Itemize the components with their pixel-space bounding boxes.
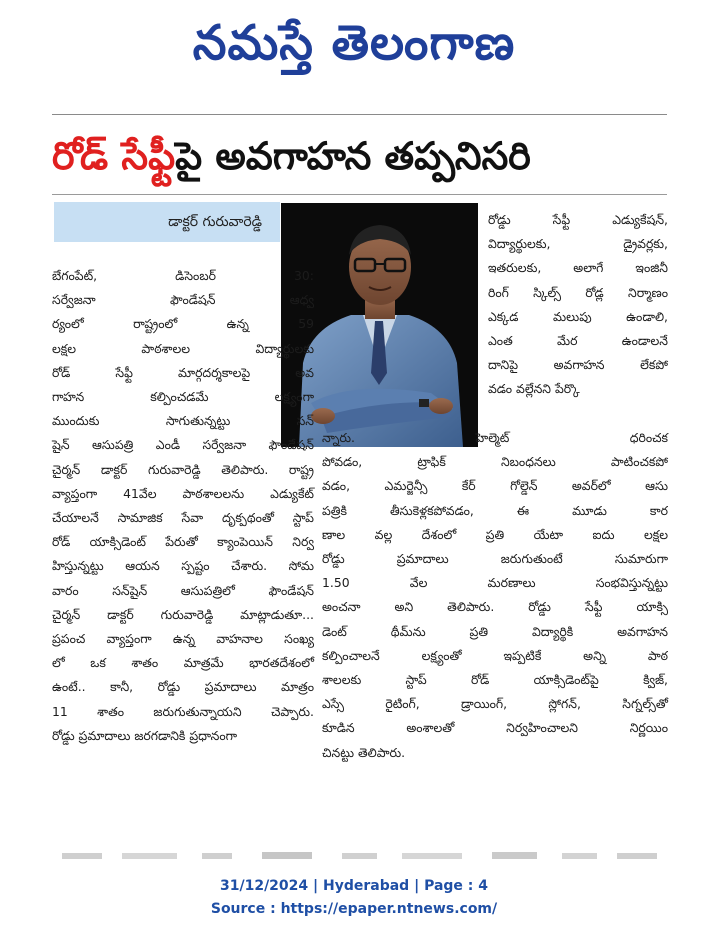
article-column-right-top [488, 208, 668, 402]
article-text-line: ఇతరులకు, అలాగే ఇంజినీ [488, 260, 668, 276]
next-article-bleed [52, 848, 667, 862]
article-text-line: కూడిన అంశాలతో నిర్వహించాలని నిర్ణయిం [322, 720, 668, 736]
article-text-line: గాహన కల్పించడమే లక్ష్యంగా [52, 389, 314, 405]
article-text-line: రోడ్ యాక్సిడెంట్ పేరుతో క్యాంపెయిన్ నిర్వ [52, 534, 314, 550]
article-text-line: రోడ్డు సేఫ్టీ ఎడ్యుకేషన్, [488, 212, 668, 227]
article-text-line: ప్రపంచ వ్యాప్తంగా ఉన్న వాహనాల సంఖ్య [52, 631, 314, 647]
article-text-line: చైర్మన్ డాక్టర్ గురువారెడ్డి మాట్లాడుతూ... [52, 606, 314, 622]
newspaper-masthead: నమస్తే తెలంగాణ [192, 15, 516, 71]
headline-rest: పై అవగాహన తప్పనిసరి [175, 134, 531, 178]
article-text-line: బేగంపేట్, డిసెంబర్ 30: [52, 268, 314, 283]
article-text-line: వడం వల్లేనని పేర్కొ [488, 381, 580, 397]
article-text-line: వారం సన్‌షైన్ ఆసుపత్రిలో ఫౌండేషన్ [52, 582, 314, 598]
article-text-line: న్నారు. హెల్మెట్ ధరించక [322, 430, 668, 445]
article-text-line: చినట్టు తెలిపారు. [322, 744, 406, 760]
article-column-left [52, 264, 314, 748]
article-text-line: 11 శాతం జరుగుతున్నాయని చెప్పారు. [52, 703, 314, 719]
article-text-line: ర్యంలో రాష్ట్రంలో ఉన్న 59 [52, 316, 314, 332]
article-text-line: అంచనా అని తెలిపారు. రోడ్డు సేఫ్టీ యాక్సి [322, 599, 668, 615]
top-divider [52, 114, 667, 115]
article-text-line: ముందుకు సాగుతున్నట్టు సన్ [52, 413, 314, 429]
article-text-line: రోడ్డు ప్రమాదాలు జరుగుతుంటే సుమారుగా [322, 551, 668, 567]
article-text-line: ఎక్కడ మలుపు ఉండాలి, [488, 308, 668, 324]
article-text-line: లో ఒక శాతం మాత్రమే భారతదేశంలో [52, 655, 314, 671]
article-column-right-bottom [322, 426, 668, 765]
article-text-line: లక్షల పాఠశాలల విద్యార్థులకు [52, 340, 314, 356]
headline-highlight: రోడ్ సేఫ్టీ [52, 134, 176, 178]
article-text-line: రోడ్ సేఫ్టీ మార్గదర్శకాలపై అవ [52, 364, 314, 380]
article-text-line: రోడ్డు ప్రమాదాలు జరగడానికి ప్రధానంగా [52, 727, 238, 743]
article-text-line: హిస్తున్నట్టు ఆయన స్పష్టం చేశారు. సోమ [52, 558, 314, 574]
article-text-line: 1.50 వేల మరణాలు సంభవిస్తున్నట్టు [322, 575, 668, 591]
article-text-line: పత్రికి తీసుకెళ్లకపోవడం, ఈ మూడు కార [322, 502, 668, 518]
article-text-line: ఎంత మేర ఉండాలనే [488, 333, 668, 349]
article-text-line: ఎస్సే రైటింగ్, డ్రాయింగ్, స్లోగన్, సిగ్నల్స్‌తో [322, 696, 668, 712]
article-text-line: పోవడం, ట్రాఫిక్ నిబంధనలు పాటించకపో [322, 454, 668, 470]
article-text-line: డెంట్ థీమ్‌ను ప్రతి విద్యార్థికి అవగాహన [322, 623, 668, 639]
article-text-line: విద్యార్థులకు, డ్రైవర్లకు, [488, 236, 668, 252]
article-text-line: రింగ్ స్కిల్స్ రోడ్ల నిర్మాణం [488, 284, 668, 300]
article-text-line: శాలలకు స్టాప్ రోడ్ యాక్సిడెంట్‌పై క్విజ్, [322, 672, 668, 688]
article-text-line: ఉంటే.. కానీ, రోడ్డు ప్రమాదాలు మాత్రం [52, 679, 314, 695]
article-text-line: షైన్ ఆసుపత్రి ఎండీ సర్వేజనా ఫౌండేషన్ [52, 437, 314, 453]
footer-source-line: Source : https://epaper.ntnews.com/ [210, 901, 498, 917]
article-headline [52, 124, 667, 188]
article-text-line: కల్పించాలనే లక్ష్యంతో ఇప్పటికే అన్ని పాఠ [322, 647, 668, 663]
author-byline: డాక్టర్ గురువారెడ్డి [54, 202, 280, 242]
article-text-line: చేయాలనే సామాజిక సేవా దృక్పథంతో స్టాప్ [52, 510, 314, 526]
footer-date-line: 31/12/2024 | Hyderabad | Page : 4 [219, 878, 489, 894]
article-text-line: ణాల వల్ల దేశంలో ప్రతి యేటా ఐదు లక్షల [322, 526, 668, 542]
article-text-line: సర్వేజనా ఫౌండేషన్ ఆధ్వ [52, 292, 314, 308]
article-text-line: వడం, ఎమర్జెన్సీ కేర్ గోల్డెన్ అవర్‌లో ఆసు [322, 478, 668, 494]
article-text-line: దానిపై అవగాహన లేకపో [488, 357, 668, 373]
article-text-line: చైర్మన్ డాక్టర్ గురువారెడ్డి తెలిపారు. రాష్ట్ర [52, 461, 314, 477]
article-text-line: వ్యాప్తంగా 41వేల పాఠశాలలను ఎడ్యుకేట్ [52, 485, 314, 501]
headline-divider [52, 194, 667, 195]
